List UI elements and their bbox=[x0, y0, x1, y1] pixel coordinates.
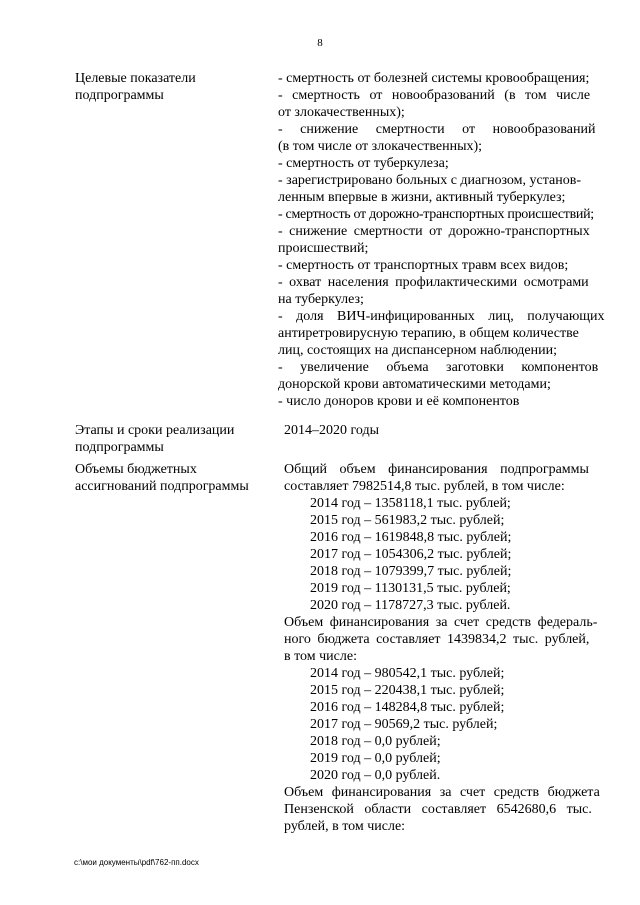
page-number: 8 bbox=[317, 37, 323, 49]
year-line: 2014 год – 980542,1 тыс. рублей; bbox=[310, 666, 505, 681]
content-line: на туберкулез; bbox=[278, 292, 364, 307]
content-line: (в том числе от злокачественных); bbox=[278, 139, 483, 154]
content-line: - доля ВИЧ-инфицированных лиц, получающих bbox=[278, 309, 605, 324]
footer-file-path: c:\мои документы\pdf\762-пп.docx bbox=[74, 858, 199, 867]
content-line: рублей, в том числе: bbox=[284, 819, 406, 834]
content-line: - зарегистрировано больных с диагнозом, установ- bbox=[278, 173, 581, 188]
content-line: - увеличение объема заготовки компонентов bbox=[278, 360, 599, 375]
content-line: ного бюджета составляет 1439834,2 тыс. рублей, bbox=[284, 632, 590, 647]
content-line: - смертность от болезней системы кровообращения; bbox=[278, 71, 590, 86]
content-line: - снижение смертности от новообразований bbox=[278, 122, 596, 137]
content-line: от злокачественных); bbox=[278, 105, 405, 120]
content-line: в том числе: bbox=[284, 649, 357, 664]
label-line: Этапы и сроки реализации bbox=[75, 423, 235, 438]
label-line: Целевые показатели bbox=[75, 71, 196, 86]
label-stages-and-terms bbox=[75, 422, 255, 456]
year-line: 2017 год – 1054306,2 тыс. рублей; bbox=[310, 547, 512, 562]
content-line: - число доноров крови и её компонентов bbox=[278, 394, 520, 409]
year-line: 2014 год – 1358118,1 тыс. рублей; bbox=[310, 496, 511, 511]
label-budget-allocations bbox=[75, 461, 255, 495]
year-line: 2020 год – 0,0 рублей. bbox=[310, 768, 441, 783]
year-line: 2019 год – 0,0 рублей; bbox=[310, 751, 441, 766]
label-line: подпрограммы bbox=[75, 440, 164, 455]
content-line: Объем финансирования за счет средств федераль- bbox=[284, 615, 598, 630]
content-line: - снижение смертности от дорожно-транспортных bbox=[278, 224, 590, 239]
content-line: антиретровирусную терапию, в общем количестве bbox=[278, 326, 579, 341]
year-line: 2020 год – 1178727,3 тыс. рублей. bbox=[310, 598, 511, 613]
content-line: донорской крови автоматическими методами; bbox=[278, 377, 551, 392]
content-line: 2014–2020 годы bbox=[284, 423, 380, 438]
content-line: - смертность от дорожно-транспортных происшествий; bbox=[278, 207, 594, 222]
content-line: происшествий; bbox=[278, 241, 369, 256]
year-line: 2015 год – 561983,2 тыс. рублей; bbox=[310, 513, 505, 528]
year-line: 2017 год – 90569,2 тыс. рублей; bbox=[310, 717, 498, 732]
label-line: подпрограммы bbox=[75, 88, 164, 103]
label-target-indicators bbox=[75, 70, 255, 104]
year-line: 2016 год – 1619848,8 тыс. рублей; bbox=[310, 530, 512, 545]
label-line: ассигнований подпрограммы bbox=[75, 479, 249, 494]
content-line: - смертность от транспортных травм всех видов; bbox=[278, 258, 569, 273]
content-stages-and-terms bbox=[284, 422, 620, 439]
content-target-indicators bbox=[278, 70, 614, 410]
year-line: 2018 год – 1079399,7 тыс. рублей; bbox=[310, 564, 512, 579]
year-line: 2016 год – 148284,8 тыс. рублей; bbox=[310, 700, 505, 715]
content-line: Общий объем финансирования подпрограммы bbox=[284, 462, 589, 477]
year-line: 2015 год – 220438,1 тыс. рублей; bbox=[310, 683, 505, 698]
year-line: 2019 год – 1130131,5 тыс. рублей; bbox=[310, 581, 511, 596]
content-line: - смертность от новообразований (в том числе bbox=[278, 88, 591, 103]
content-line: Пензенской области составляет 6542680,6 тыс. bbox=[284, 802, 592, 817]
content-line: ленным впервые в жизни, активный туберкулез; bbox=[278, 190, 566, 205]
content-line: - охват населения профилактическими осмотрами bbox=[278, 275, 589, 290]
content-line: лиц, состоящих на диспансерном наблюдении; bbox=[278, 343, 557, 358]
label-line: Объемы бюджетных bbox=[75, 462, 197, 477]
content-budget-allocations bbox=[284, 461, 614, 835]
year-line: 2018 год – 0,0 рублей; bbox=[310, 734, 441, 749]
content-line: - смертность от туберкулеза; bbox=[278, 156, 449, 171]
content-line: составляет 7982514,8 тыс. рублей, в том числе: bbox=[284, 479, 565, 494]
content-line: Объем финансирования за счет средств бюджета bbox=[284, 785, 600, 800]
